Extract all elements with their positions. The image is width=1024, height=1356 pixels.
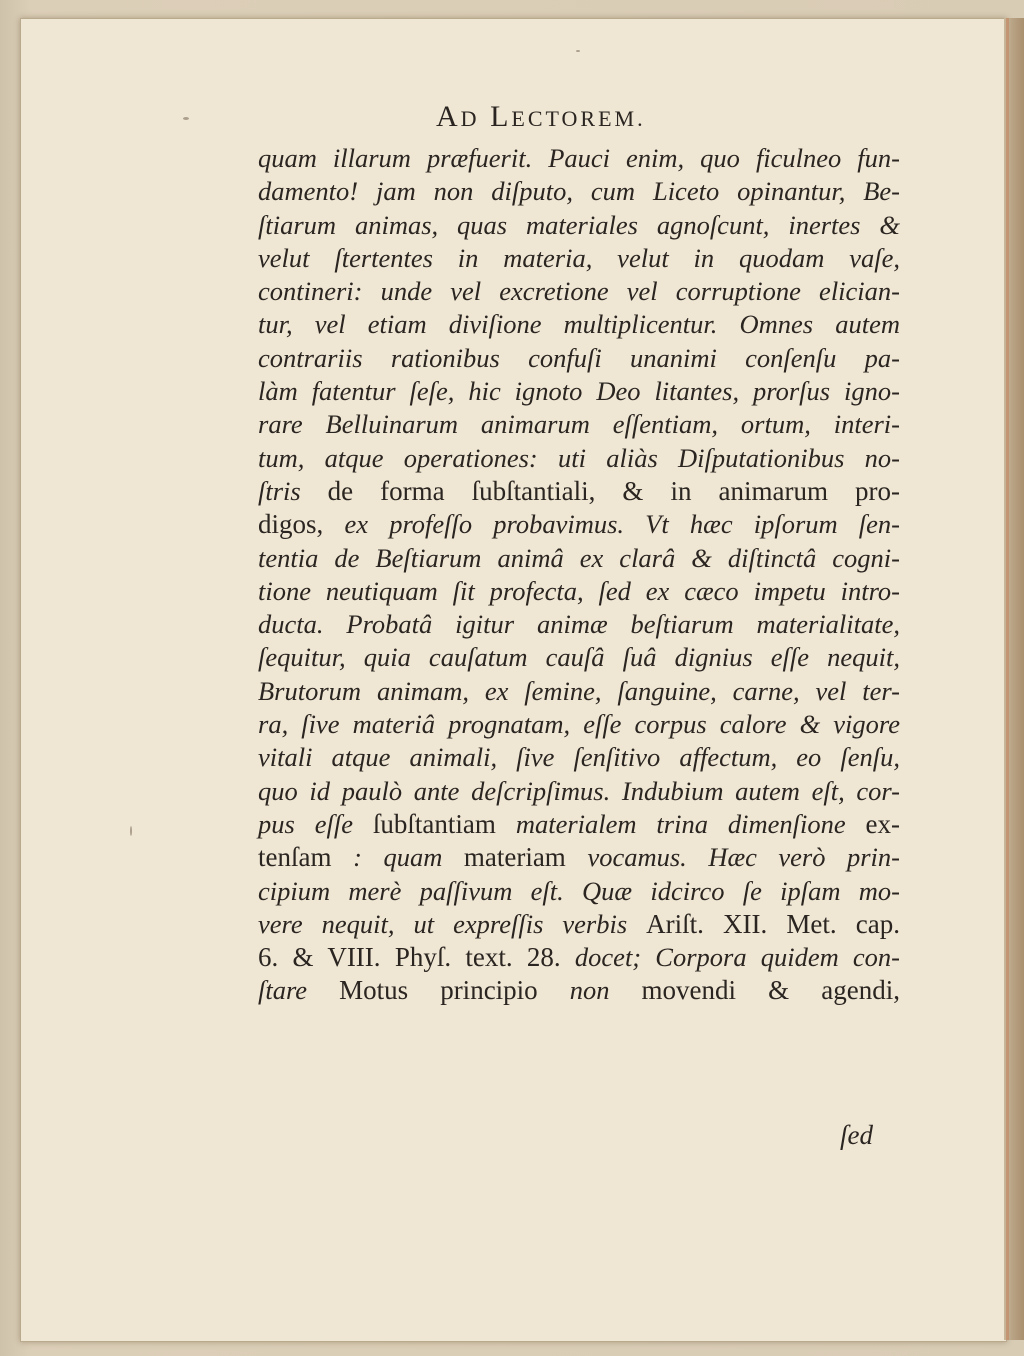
- text-segment: contineri: unde vel excretione vel corruptione elician-: [258, 276, 900, 307]
- text-line: [258, 209, 900, 242]
- body-text: [258, 142, 900, 1008]
- text-segment: velut ſtertentes in materia, velut in quodam vaſe,: [258, 242, 900, 273]
- text-line: [258, 442, 900, 475]
- text-segment: tentia de Beſtiarum animâ ex clarâ & diſtinctâ cogni-: [258, 542, 900, 573]
- text-line: [258, 375, 900, 408]
- text-line: [258, 675, 900, 708]
- text-segment: tum, atque operationes: uti aliàs Diſputationibus no-: [258, 442, 900, 473]
- ink-speck: [130, 826, 132, 836]
- text-segment: cipium merè paſſivum eſt. Quæ idcirco ſe ipſam mo-: [258, 875, 900, 906]
- text-segment: Ariſt. XII. Met. cap.: [646, 908, 901, 939]
- running-head: [436, 100, 736, 134]
- next-page-edge: [1004, 18, 1024, 1340]
- text-segment: ſequitur, quia cauſatum cauſâ ſuâ dignius eſſe nequit,: [258, 642, 900, 673]
- text-line: [258, 175, 900, 208]
- text-line: [258, 142, 900, 175]
- text-segment: materiam: [463, 842, 588, 873]
- text-segment: ra, ſive materiâ prognatam, eſſe corpus calore & vigore: [258, 709, 900, 740]
- ink-speck: [576, 50, 580, 52]
- text-segment: quam illarum præfuerit. Pauci enim, quo ficulneo fun-: [258, 143, 900, 173]
- text-segment: docet; Corpora quidem con-: [574, 942, 900, 973]
- text-line: [258, 641, 900, 674]
- text-line: [258, 708, 900, 741]
- text-line: [258, 908, 900, 941]
- text-line: [258, 542, 900, 575]
- text-segment: digos,: [258, 509, 345, 540]
- text-line: [258, 608, 900, 641]
- text-line: [258, 408, 900, 441]
- text-segment: materialem trina dimenſione: [515, 808, 866, 839]
- text-segment: ſtris: [258, 475, 328, 506]
- text-line: [258, 342, 900, 375]
- text-line: [258, 775, 900, 808]
- text-segment: tur, vel etiam diviſione multiplicentur. Omnes autem: [258, 309, 900, 340]
- text-segment: ex-: [865, 808, 900, 839]
- text-segment: movendi & agendi,: [641, 975, 900, 1006]
- text-segment: contrariis rationibus confuſi unanimi conſenſu pa-: [258, 342, 900, 373]
- running-head-initial: A: [436, 100, 461, 133]
- text-line: [258, 875, 900, 908]
- text-line: [258, 275, 900, 308]
- running-head-smallcaps: D: [460, 106, 480, 131]
- text-line: [258, 841, 900, 874]
- catchword: ſed: [840, 1120, 873, 1150]
- text-line: [258, 941, 900, 974]
- text-segment: vere nequit, ut expreſſis verbis: [258, 908, 647, 939]
- text-line: [258, 741, 900, 774]
- text-line: [258, 508, 900, 541]
- text-segment: ſtare: [258, 975, 340, 1006]
- text-segment: Brutorum animam, ex ſemine, ſanguine, carne, vel ter-: [258, 675, 900, 706]
- ink-speck: [183, 117, 189, 120]
- text-line: [258, 475, 900, 508]
- text-segment: non: [569, 975, 642, 1006]
- text-segment: de forma ſubſtantiali, & in animarum pro-: [327, 475, 900, 506]
- text-line: [258, 575, 900, 608]
- text-segment: ſtiarum animas, quas materiales agnoſcunt, inertes &: [258, 209, 900, 240]
- running-head-smallcaps: ECTOREM.: [511, 106, 646, 131]
- text-segment: pus eſſe: [258, 808, 373, 839]
- text-segment: tione neutiquam ſit profecta, ſed ex cæco impetu intro-: [258, 575, 900, 606]
- text-segment: : quam: [353, 842, 464, 873]
- text-line: [258, 308, 900, 341]
- text-segment: vocamus. Hæc verò prin-: [587, 842, 900, 873]
- text-segment: rare Belluinarum animarum eſſentiam, ortum, interi-: [258, 409, 900, 440]
- text-segment: làm fatentur ſeſe, hic ignoto Deo litantes, prorſus igno-: [258, 376, 900, 407]
- text-segment: quo id paulò ante deſcripſimus. Indubium autem eſt, cor-: [258, 775, 900, 806]
- running-head-initial: L: [490, 100, 512, 133]
- text-segment: Motus principio: [339, 975, 570, 1006]
- text-line: [258, 242, 900, 275]
- text-segment: ſubſtantiam: [372, 808, 516, 839]
- text-segment: damento! jam non diſputo, cum Liceto opinantur, Be-: [258, 176, 900, 207]
- text-segment: 6. & VIII. Phyſ. text. 28.: [258, 942, 575, 973]
- text-segment: ducta. Probatâ igitur animæ beſtiarum materialitate,: [258, 609, 900, 640]
- text-segment: ex profeſſo probavimus. Vt hæc ipſorum ſen-: [344, 509, 900, 540]
- text-segment: vitali atque animali, ſive ſenſitivo affectum, eo ſenſu,: [258, 742, 900, 773]
- text-segment: tenſam: [258, 842, 354, 873]
- text-line: [258, 974, 900, 1007]
- text-line: [258, 808, 900, 841]
